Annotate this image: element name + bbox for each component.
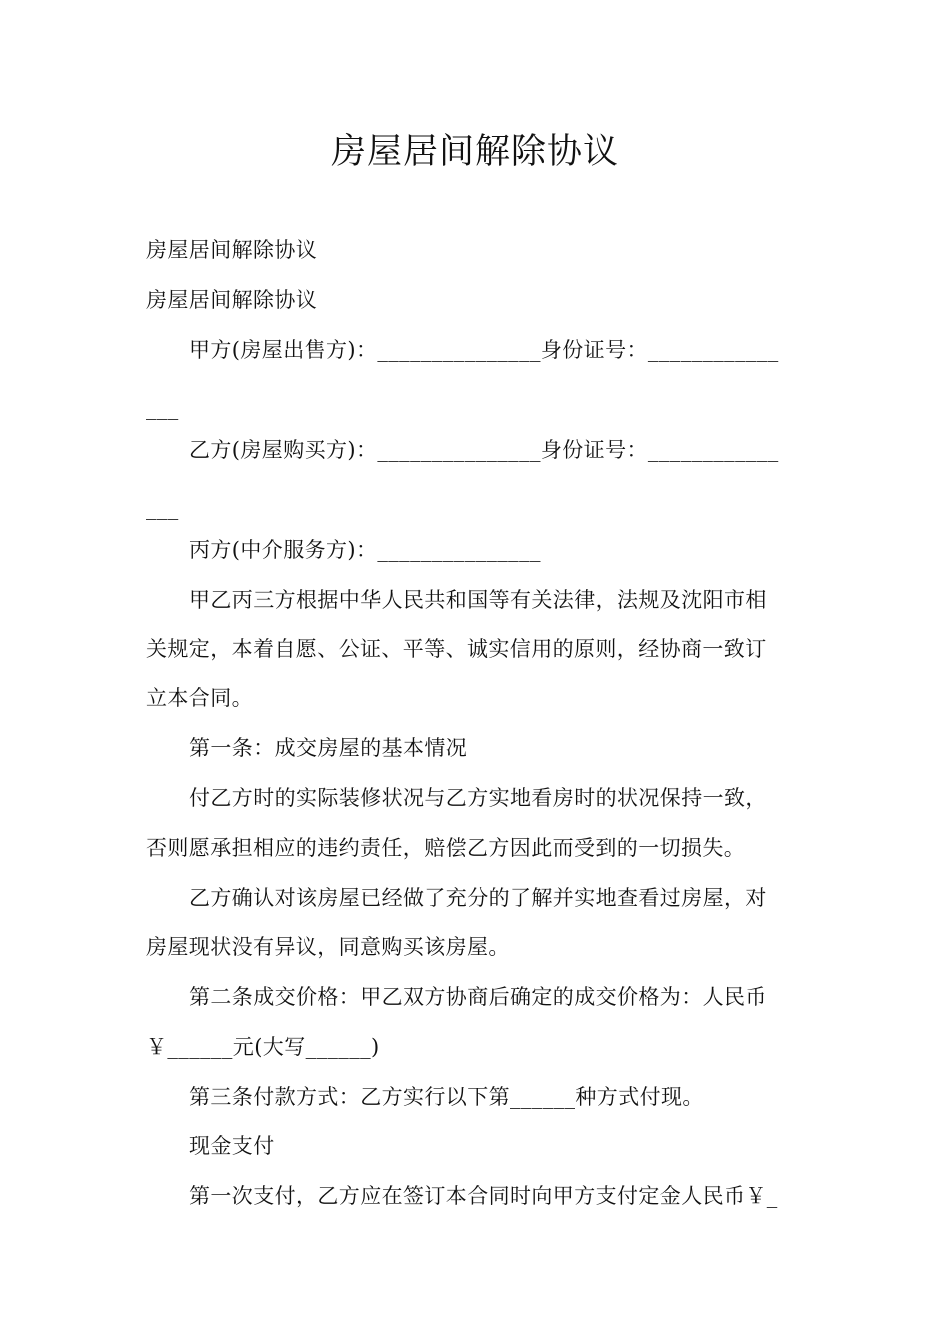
party-b-line: 乙方(房屋购买方)：_______________身份证号：____________ [189, 438, 779, 462]
party-a-line: 甲方(房屋出售方)：_______________身份证号：____________ [189, 338, 779, 362]
paragraph-line: 第一次支付，乙方应在签订本合同时向甲方支付定金人民币￥_ [189, 1184, 778, 1208]
party-a-continuation: ___ [146, 396, 179, 420]
paragraph-line: 乙方确认对该房屋已经做了充分的了解并实地查看过房屋，对 [189, 886, 767, 910]
paragraph-line: 房屋现状没有异议，同意购买该房屋。 [146, 935, 510, 959]
party-c-line: 丙方(中介服务方)：_______________ [189, 538, 541, 562]
paragraph-line: 甲乙丙三方根据中华人民共和国等有关法律，法规及沈阳市相 [189, 588, 767, 612]
document-title: 房屋居间解除协议 [330, 132, 619, 172]
paragraph-line: 付乙方时的实际装修状况与乙方实地看房时的状况保持一致， [189, 786, 767, 810]
paragraph-line: 房屋居间解除协议 [146, 238, 318, 262]
article-heading: 第三条付款方式：乙方实行以下第______种方式付现。 [189, 1085, 704, 1109]
article-heading: 第二条成交价格：甲乙双方协商后确定的成交价格为：人民币 [189, 985, 767, 1009]
paragraph-line: 现金支付 [189, 1134, 275, 1158]
paragraph-line: 否则愿承担相应的违约责任，赔偿乙方因此而受到的一切损失。 [146, 836, 746, 860]
article-heading: 第一条：成交房屋的基本情况 [189, 736, 468, 760]
paragraph-line: 立本合同。 [146, 686, 253, 710]
party-b-continuation: ___ [146, 496, 179, 520]
paragraph-line: 房屋居间解除协议 [146, 288, 318, 312]
paragraph-line: 关规定，本着自愿、公证、平等、诚实信用的原则，经协商一致订 [146, 637, 767, 661]
paragraph-line: ￥______元(大写______) [146, 1035, 380, 1059]
